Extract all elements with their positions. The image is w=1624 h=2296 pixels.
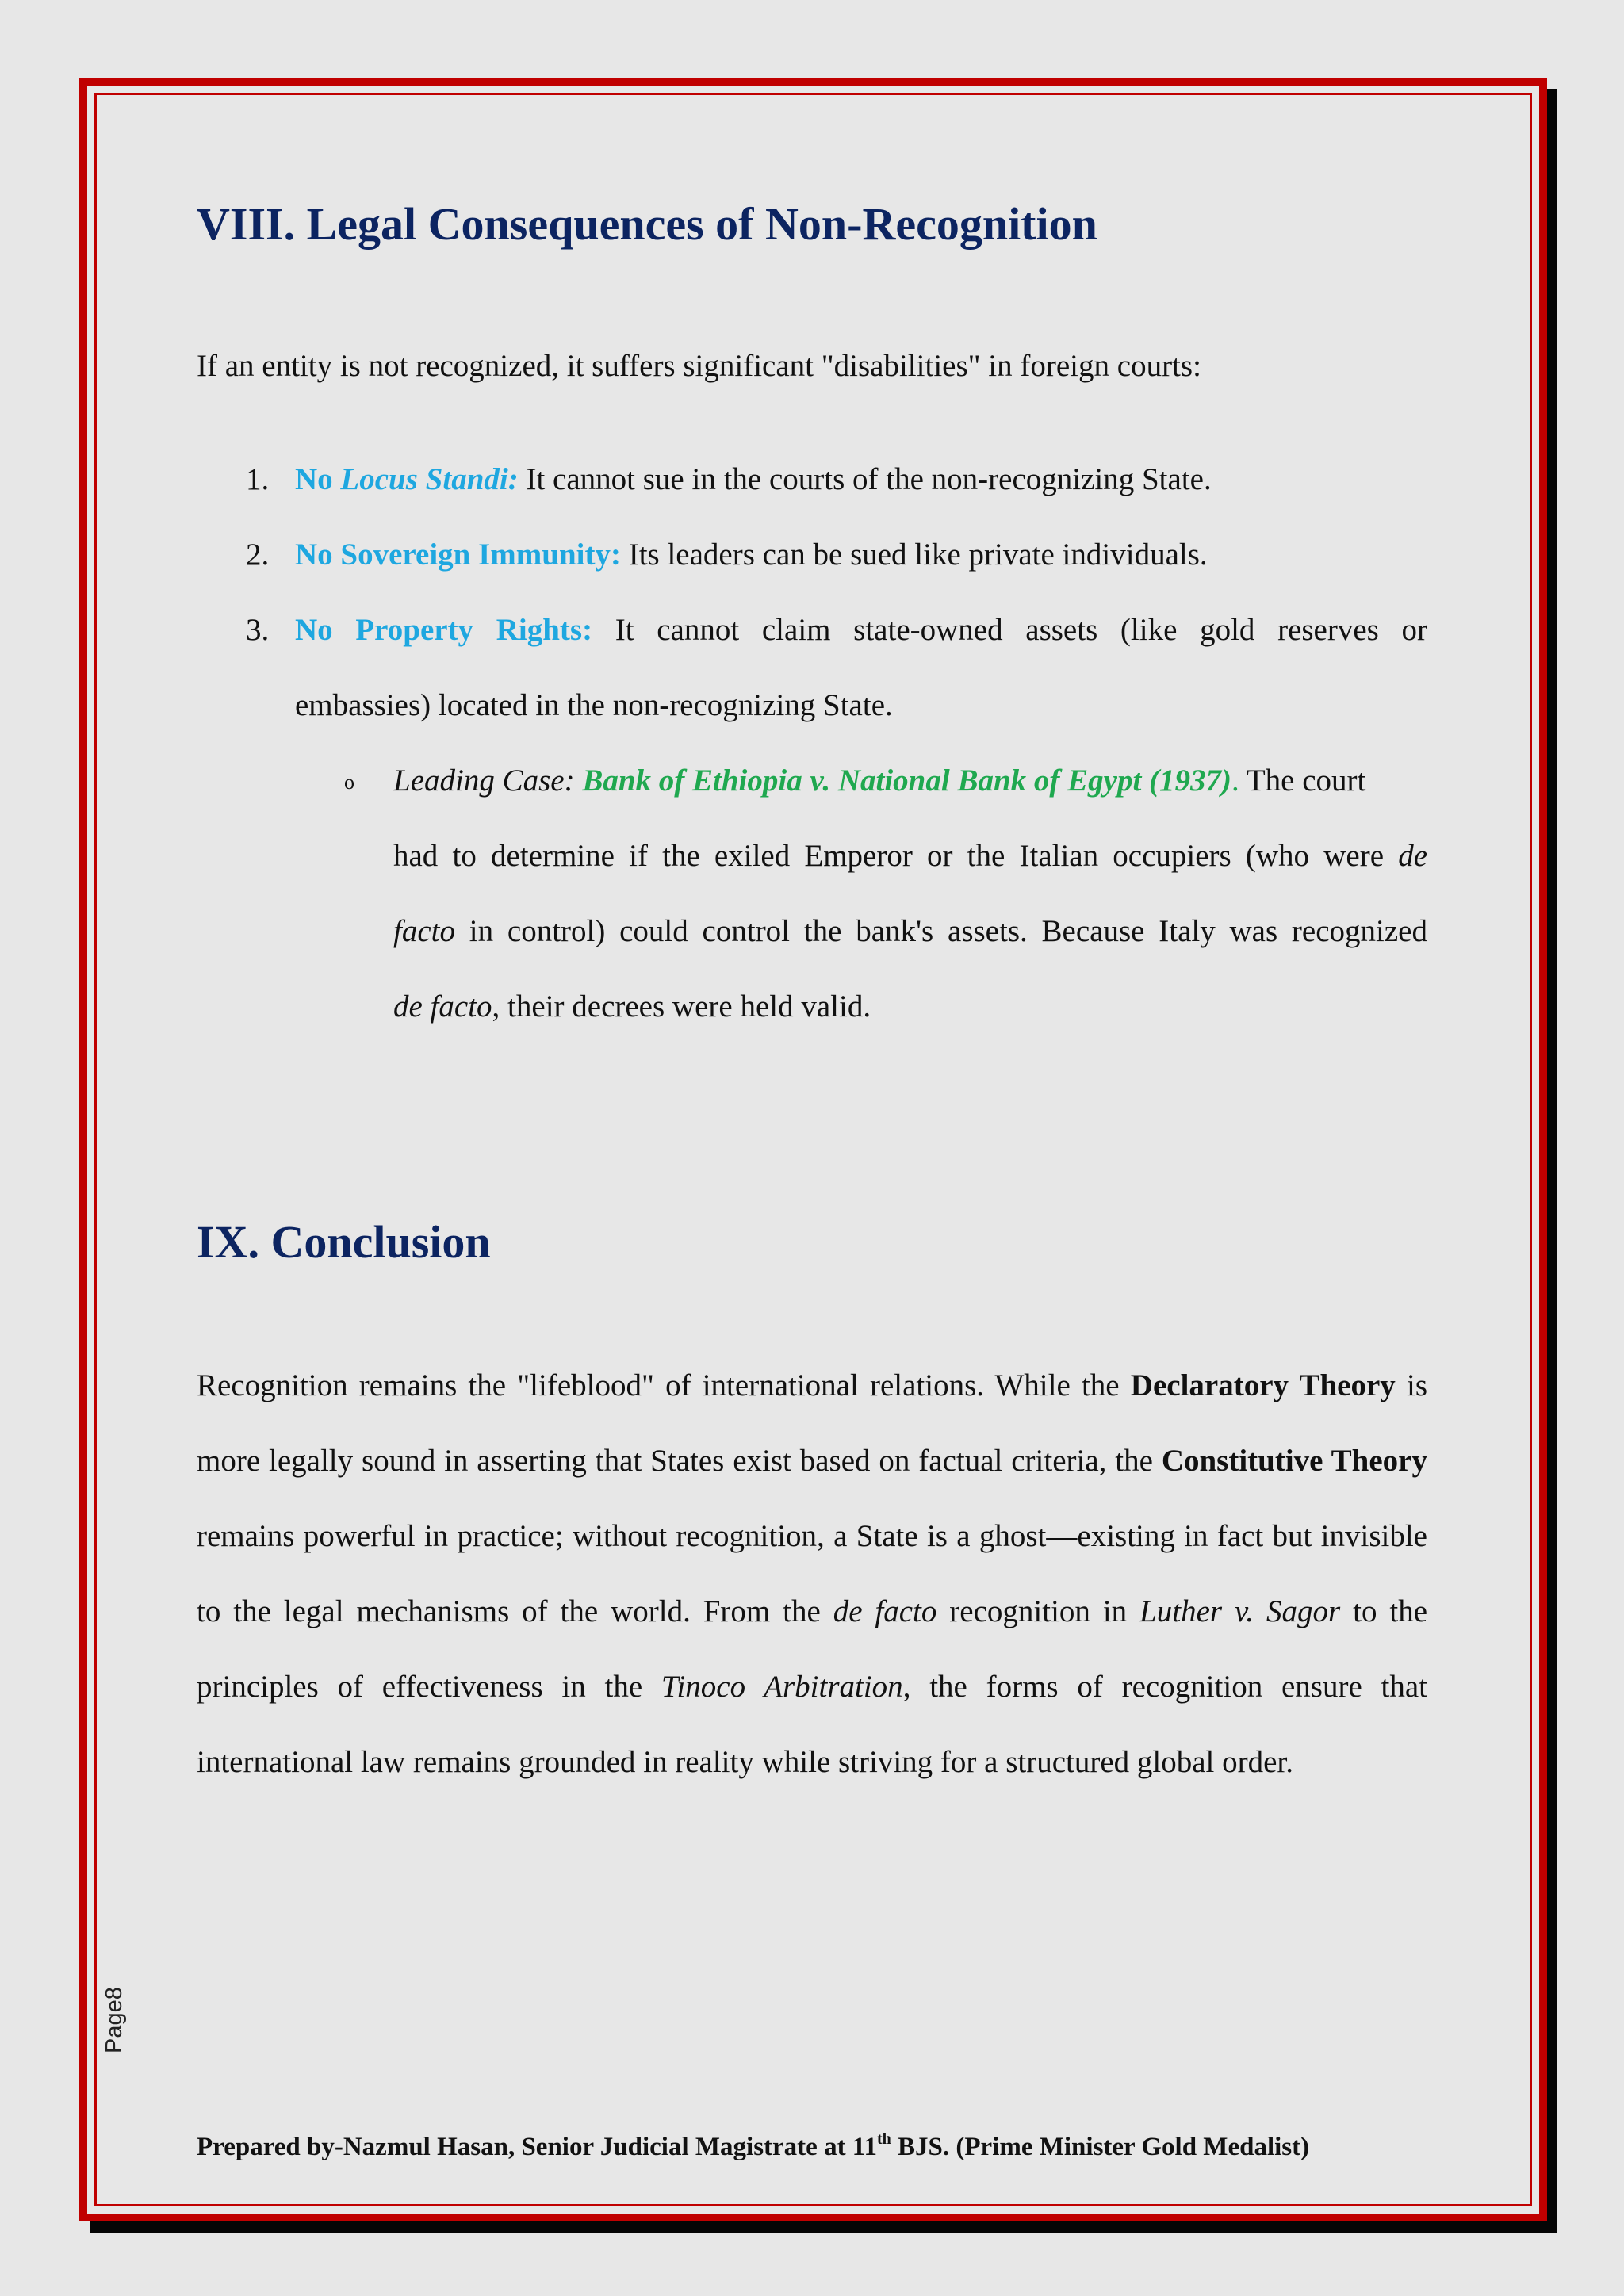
list-item-text: It cannot sue in the courts of the non-recognizing State. bbox=[518, 462, 1212, 496]
conclusion-text: is more legally sound in asserting that States exist based on factual criteria, the bbox=[197, 1368, 1427, 1478]
leading-case-line1-tail: The court bbox=[1239, 763, 1366, 798]
list-item-locus-standi bbox=[295, 460, 1212, 499]
conclusion-bold-constitutive: Constitutive Theory bbox=[1161, 1444, 1427, 1478]
conclusion-text: to the principles of effectiveness in the bbox=[197, 1594, 1428, 1704]
conclusion-text: , the forms of recognition ensure that international law remains grounded in reality while striving for a structured global order. bbox=[197, 1670, 1428, 1779]
conclusion-paragraph bbox=[197, 1348, 1427, 1800]
leading-case-line3-italic: facto bbox=[393, 914, 455, 948]
leading-case-line1 bbox=[393, 761, 1365, 801]
list-item-label: No Property Rights: bbox=[295, 613, 593, 647]
section-heading-conclusion: IX. Conclusion bbox=[197, 1216, 491, 1268]
list-item-label-italic: Locus Standi: bbox=[340, 462, 519, 496]
list-item-property-rights bbox=[295, 610, 1427, 650]
leading-case-line2-italic: de bbox=[1398, 839, 1428, 873]
conclusion-text: recognition in bbox=[936, 1594, 1140, 1628]
conclusion-bold-declaratory: Declaratory Theory bbox=[1130, 1368, 1396, 1402]
list-item-sovereign-immunity bbox=[295, 535, 1208, 575]
conclusion-italic-luther: Luther v. Sagor bbox=[1139, 1594, 1341, 1628]
conclusion-text: Recognition remains the "lifeblood" of international relations. While the bbox=[197, 1368, 1131, 1402]
page-number-label: Page8 bbox=[102, 1987, 127, 2053]
leading-case-line4-italic: de facto bbox=[393, 989, 492, 1024]
leading-case-line2-text: had to determine if the exiled Emperor or the Italian occupiers (who were bbox=[393, 839, 1385, 873]
list-number-2: 2. bbox=[246, 538, 270, 572]
intro-paragraph: If an entity is not recognized, it suffers significant "disabilities" in foreign courts: bbox=[197, 349, 1201, 383]
leading-case-line4-text: , their decrees were held valid. bbox=[492, 989, 871, 1024]
leading-case-name: Bank of Ethiopia v. National Bank of Egypt (1937) bbox=[582, 763, 1232, 798]
leading-case-line4 bbox=[393, 987, 871, 1027]
conclusion-italic-tinoco: Tinoco Arbitration bbox=[661, 1670, 903, 1704]
sub-bullet-icon: o bbox=[344, 771, 354, 794]
list-item-text-line2: embassies) located in the non-recognizing State. bbox=[295, 688, 893, 722]
list-item-label: No Sovereign Immunity: bbox=[295, 538, 621, 572]
footer-superscript: th bbox=[876, 2130, 891, 2148]
section-heading-legal-consequences: VIII. Legal Consequences of Non-Recognition bbox=[197, 198, 1097, 250]
leading-case-prefix: Leading Case: bbox=[393, 763, 583, 798]
list-item-text: Its leaders can be sued like private individuals. bbox=[620, 538, 1208, 572]
list-item-text-line1: It cannot claim state-owned assets (like gold reserves or bbox=[615, 613, 1427, 647]
leading-case-line2 bbox=[393, 836, 1427, 876]
page-inner-border bbox=[94, 93, 1532, 2206]
list-number-3: 3. bbox=[246, 613, 270, 647]
list-number-1: 1. bbox=[246, 462, 270, 496]
footer-text: Prepared by-Nazmul Hasan, Senior Judicial Magistrate at 11 bbox=[197, 2133, 877, 2161]
conclusion-text: remains powerful in practice; without recognition, a State is a ghost—existing in fact but invisible to the legal mechanisms of the world. From the bbox=[197, 1519, 1427, 1628]
footer-credit bbox=[197, 2131, 1309, 2163]
footer-text-post: BJS. (Prime Minister Gold Medalist) bbox=[891, 2133, 1310, 2161]
page-border bbox=[79, 78, 1547, 2221]
leading-case-line3 bbox=[393, 912, 1427, 951]
list-item-label-pre: No bbox=[295, 462, 341, 496]
conclusion-italic-de-facto: de facto bbox=[833, 1594, 937, 1628]
leading-case-dot: . bbox=[1231, 763, 1239, 798]
leading-case-line3-text: in control) could control the bank's assets. Because Italy was recognized bbox=[454, 914, 1427, 948]
